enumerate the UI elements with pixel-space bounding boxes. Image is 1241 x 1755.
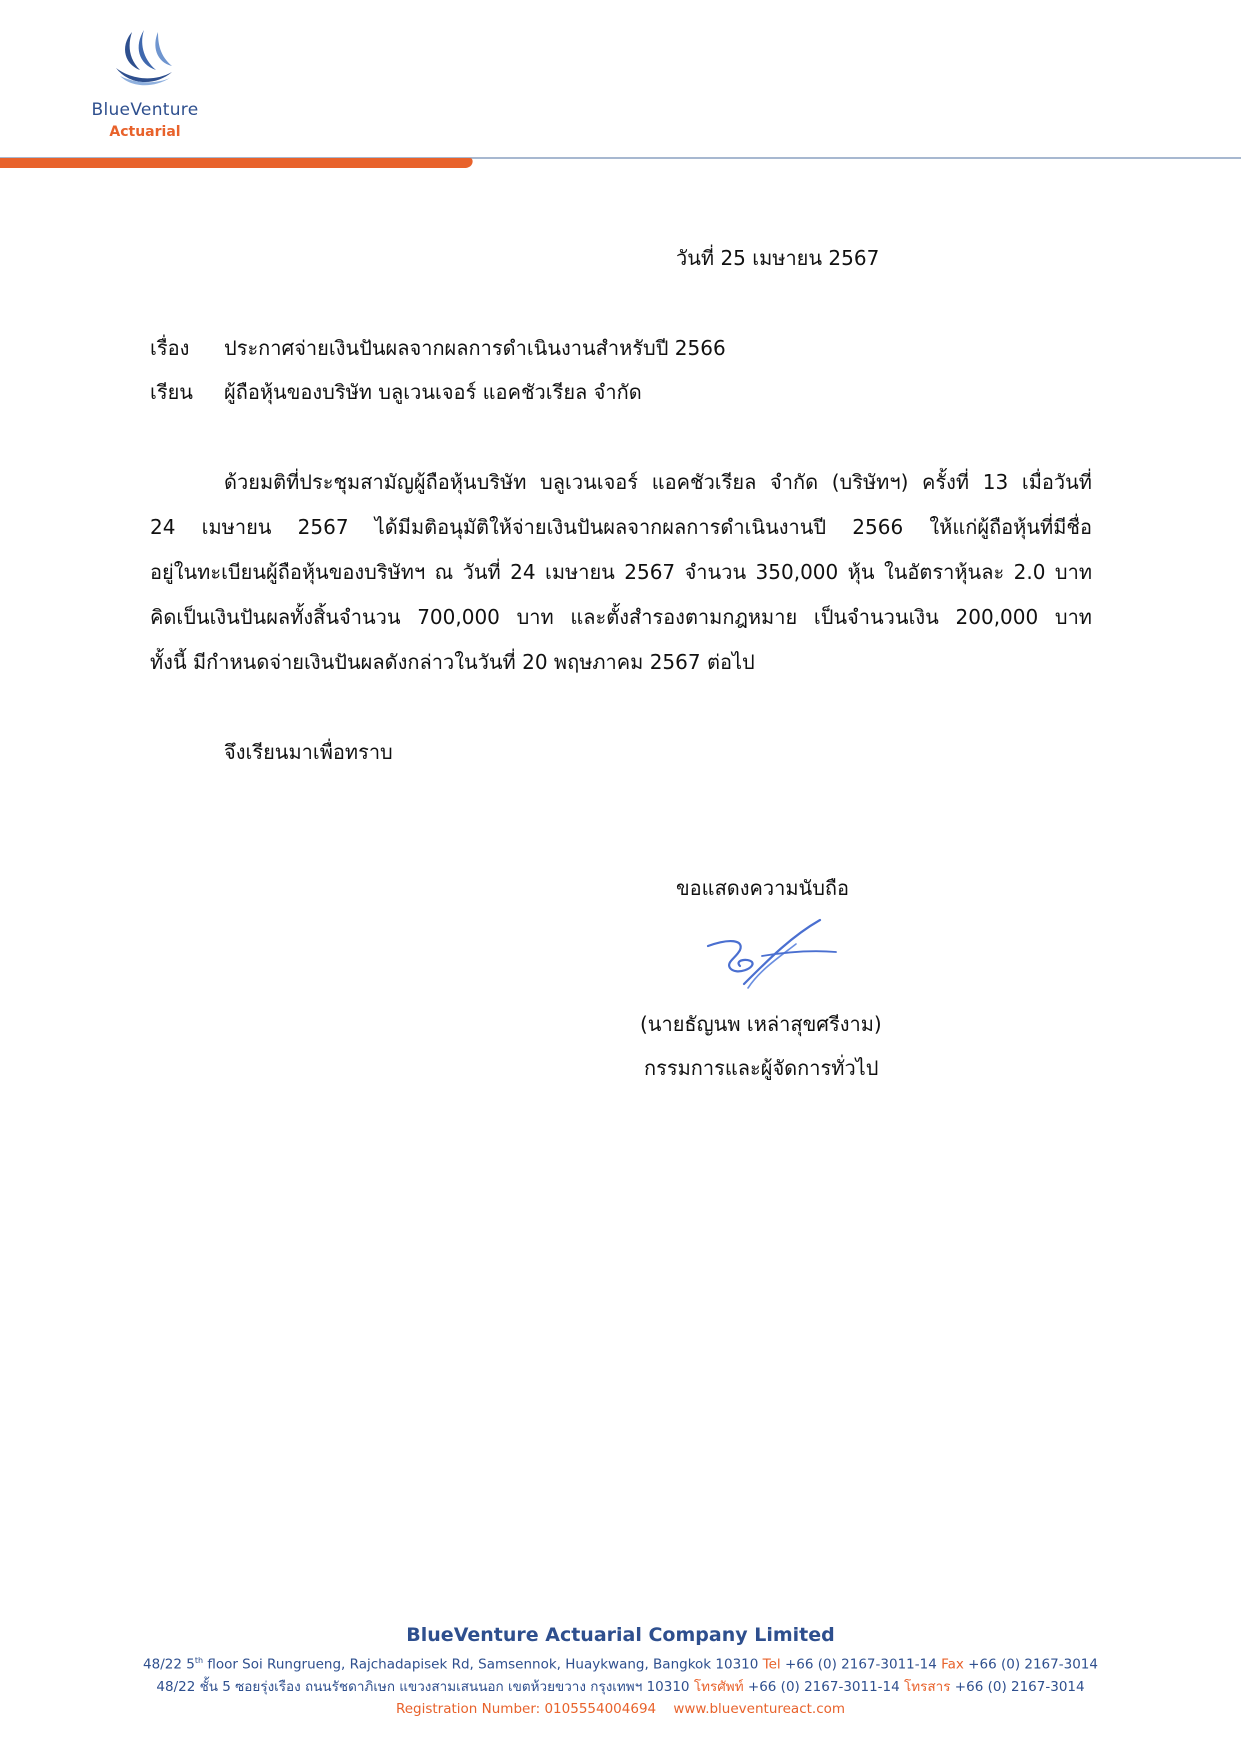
tel-number-en: +66 (0) 2167-3011-14 [780, 1656, 942, 1673]
recipient-text: ผู้ถือหุ้นของบริษัท บลูเวนเจอร์ แอคชัวเรียล จำกัด [224, 380, 642, 404]
address-th-text: 48/22 ชั้น 5 ซอยรุ่งเรือง ถนนรัชดาภิเษก แขวงสามเสนนอก เขตห้วยขวาง กรุงเทพฯ 10310 [156, 1678, 694, 1695]
website-link[interactable]: www.blueventureact.com [673, 1700, 846, 1717]
body-line: คิดเป็นเงินปันผลทั้งสิ้นจำนวน 700,000 บาท และตั้งสำรองตามกฎหมาย เป็นจำนวนเงิน 200,000 บาท [150, 605, 1092, 629]
body-line: ด้วยมติที่ประชุมสามัญผู้ถือหุ้นบริษัท บลูเวนเจอร์ แอคชัวเรียล จำกัด (บริษัทฯ) ครั้งที่ 13 เมื่อวันที่ [224, 470, 1092, 494]
footer-registration [0, 1698, 1241, 1720]
address-en-superscript: th [194, 1656, 204, 1665]
closing-note: จึงเรียนมาเพื่อทราบ [224, 740, 393, 764]
fax-number-th: +66 (0) 2167-3014 [950, 1678, 1085, 1695]
signer-position: กรรมการและผู้จัดการทั่วไป [644, 1056, 879, 1080]
fax-label-th: โทรสาร [904, 1678, 951, 1695]
letter-date: วันที่ 25 เมษายน 2567 [676, 246, 880, 270]
address-en-text: floor Soi Rungrueng, Rajchadapisek Rd, Samsennok, Huaykwang, Bangkok 10310 [203, 1656, 763, 1673]
subject-text: ประกาศจ่ายเงินปันผลจากผลการดำเนินงานสำหรับปี 2566 [224, 336, 726, 360]
address-en-prefix: 48/22 5 [143, 1656, 195, 1673]
subject-label: เรื่อง [150, 336, 190, 360]
fax-number-en: +66 (0) 2167-3014 [963, 1656, 1098, 1673]
tel-label-en: Tel [762, 1656, 781, 1673]
closing-regards: ขอแสดงความนับถือ [676, 876, 850, 900]
body-line: อยู่ในทะเบียนผู้ถือหุ้นของบริษัทฯ ณ วันที่ 24 เมษายน 2567 จำนวน 350,000 หุ้น ในอัตราหุ้นละ 2.0 บาท [150, 560, 1092, 584]
logo-subtitle: Actuarial [109, 124, 181, 140]
fax-label-en: Fax [941, 1656, 964, 1673]
body-line: ทั้งนี้ มีกำหนดจ่ายเงินปันผลดังกล่าวในวันที่ 20 พฤษภาคม 2567 ต่อไป [150, 650, 755, 674]
logo-name: BlueVenture [91, 100, 199, 120]
recipient-label: เรียน [150, 380, 193, 404]
footer-company-name: BlueVenture Actuarial Company Limited [406, 1624, 835, 1646]
footer [0, 1620, 1241, 1720]
body-paragraph [150, 460, 1092, 685]
body-line: 24 เมษายน 2567 ได้มีมติอนุมัติให้จ่ายเงินปันผลจากผลการดำเนินงานปี 2566 ให้แก่ผู้ถือหุ้นที่มีชื่อ [150, 515, 1092, 539]
tel-label-th: โทรศัพท์ [693, 1678, 744, 1695]
tel-number-th: +66 (0) 2167-3011-14 [743, 1678, 905, 1695]
company-logo [80, 28, 210, 146]
wave-swoosh-icon [114, 28, 174, 86]
signature-icon [700, 918, 840, 994]
footer-address-th [0, 1676, 1241, 1698]
header-divider [0, 156, 1241, 170]
footer-address-en [0, 1650, 1241, 1676]
registration-number: Registration Number: 0105554004694 [395, 1700, 657, 1717]
signer-name: (นายธัญนพ เหล่าสุขศรีงาม) [640, 1012, 882, 1036]
